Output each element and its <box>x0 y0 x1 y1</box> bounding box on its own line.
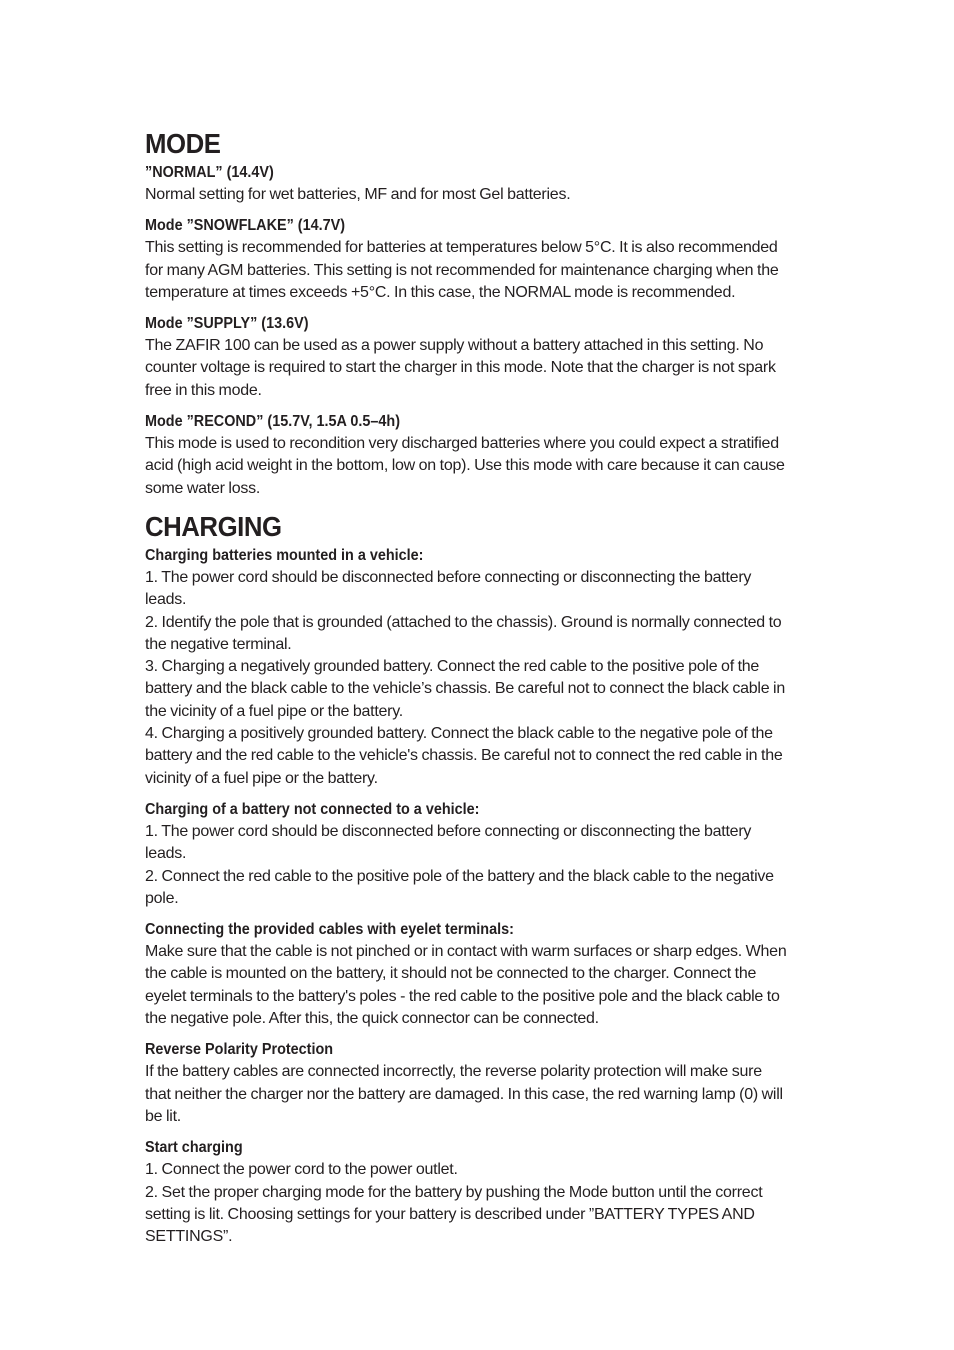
text-line: battery and the red cable to the vehicle's chassis. Be careful not to connect the red cable in the <box>145 747 783 765</box>
section-heading: Mode ”RECOND” (15.7V, 1.5A 0.5–4h) <box>145 413 401 431</box>
mode-section <box>145 126 813 500</box>
text-line: This setting is recommended for batteries at temperatures below 5°C. It is also recommended <box>145 239 778 257</box>
mode-title: MODE <box>145 128 221 159</box>
document-page <box>145 126 813 1257</box>
section-body <box>145 821 813 910</box>
text-line: 2. Set the proper charging mode for the battery by pushing the Mode button until the correct <box>145 1183 763 1201</box>
text-line: temperature at times exceeds +5°C. In this case, the NORMAL mode is recommended. <box>145 283 736 301</box>
mode-block <box>145 411 813 500</box>
text-line: If the battery cables are connected incorrectly, the reverse polarity protection will make sure <box>145 1063 762 1081</box>
section-body <box>145 941 813 1030</box>
text-line: counter voltage is required to start the charger in this mode. Note that the charger is not spark <box>145 359 776 377</box>
text-line: Normal setting for wet batteries, MF and for most Gel batteries. <box>145 186 571 203</box>
section-heading: Charging batteries mounted in a vehicle: <box>145 546 424 564</box>
text-line: leads. <box>145 591 187 609</box>
mode-block <box>145 215 813 304</box>
text-line: free in this mode. <box>145 381 262 399</box>
section-heading: Charging of a battery not connected to a vehicle: <box>145 800 480 818</box>
section-body <box>145 433 813 500</box>
section-body <box>145 567 813 790</box>
text-line: 2. Connect the red cable to the positive pole of the battery and the black cable to the negative <box>145 867 774 885</box>
section-heading: Connecting the provided cables with eyelet terminals: <box>145 921 514 939</box>
charging-block <box>145 1137 813 1248</box>
section-body <box>145 1061 813 1128</box>
section-body <box>145 1159 813 1248</box>
text-line: acid (high acid weight in the bottom, low on top). Use this mode with care because it can cause <box>145 457 785 475</box>
text-line: SETTINGS”. <box>145 1228 233 1246</box>
text-line: 1. The power cord should be disconnected before connecting or disconnecting the battery <box>145 568 752 586</box>
mode-block <box>145 313 813 402</box>
text-line: the negative pole. After this, the quick connector can be connected. <box>145 1010 599 1028</box>
text-line: for many AGM batteries. This setting is not recommended for maintenance charging when the <box>145 261 779 279</box>
text-line: 1. Connect the power cord to the power outlet. <box>145 1161 458 1179</box>
text-line: pole. <box>145 889 179 907</box>
text-line: leads. <box>145 845 187 863</box>
text-line: that neither the charger nor the battery are damaged. In this case, the red warning lamp (0) will <box>145 1085 783 1103</box>
mode-block <box>145 162 813 206</box>
section-body <box>145 237 813 304</box>
text-line: the negative terminal. <box>145 635 292 653</box>
charging-block <box>145 919 813 1030</box>
charging-block <box>145 1039 813 1128</box>
text-line: Make sure that the cable is not pinched or in contact with warm surfaces or sharp edges. When <box>145 943 787 961</box>
text-line: 3. Charging a negatively grounded battery. Connect the red cable to the positive pole of the <box>145 658 760 676</box>
text-line: be lit. <box>145 1107 181 1125</box>
section-heading: Reverse Polarity Protection <box>145 1041 334 1059</box>
text-line: The ZAFIR 100 can be used as a power supply without a battery attached in this setting. No <box>145 337 764 355</box>
text-line: This mode is used to recondition very discharged batteries where you could expect a stratified <box>145 435 779 453</box>
text-line: setting is lit. Choosing settings for your battery is described under ”BATTERY TYPES AND <box>145 1205 755 1223</box>
text-line: vicinity of a fuel pipe or the battery. <box>145 769 378 787</box>
section-body <box>145 335 813 402</box>
charging-items <box>145 545 813 1248</box>
charging-section <box>145 509 813 1248</box>
mode-items <box>145 162 813 500</box>
charging-title: CHARGING <box>145 510 282 542</box>
text-line: eyelet terminals to the battery's poles - the red cable to the positive pole and the black cable to <box>145 987 780 1005</box>
charging-block <box>145 545 813 790</box>
charging-block <box>145 799 813 910</box>
text-line: the cable is mounted on the battery, it should not be connected to the charger. Connect the <box>145 965 757 983</box>
section-heading: ”NORMAL” (14.4V) <box>145 164 274 181</box>
text-line: the vicinity of a fuel pipe or the battery. <box>145 702 403 720</box>
text-line: 1. The power cord should be disconnected before connecting or disconnecting the battery <box>145 822 752 840</box>
section-body <box>145 184 813 206</box>
text-line: battery and the black cable to the vehicle’s chassis. Be careful not to connect the black cable in <box>145 680 785 698</box>
section-heading: Mode ”SNOWFLAKE” (14.7V) <box>145 217 346 235</box>
text-line: some water loss. <box>145 479 261 497</box>
text-line: 2. Identify the pole that is grounded (attached to the chassis). Ground is normally connected to <box>145 613 782 631</box>
section-heading: Start charging <box>145 1139 243 1157</box>
text-line: 4. Charging a positively grounded battery. Connect the black cable to the negative pole of the <box>145 725 773 743</box>
section-heading: Mode ”SUPPLY” (13.6V) <box>145 315 309 333</box>
